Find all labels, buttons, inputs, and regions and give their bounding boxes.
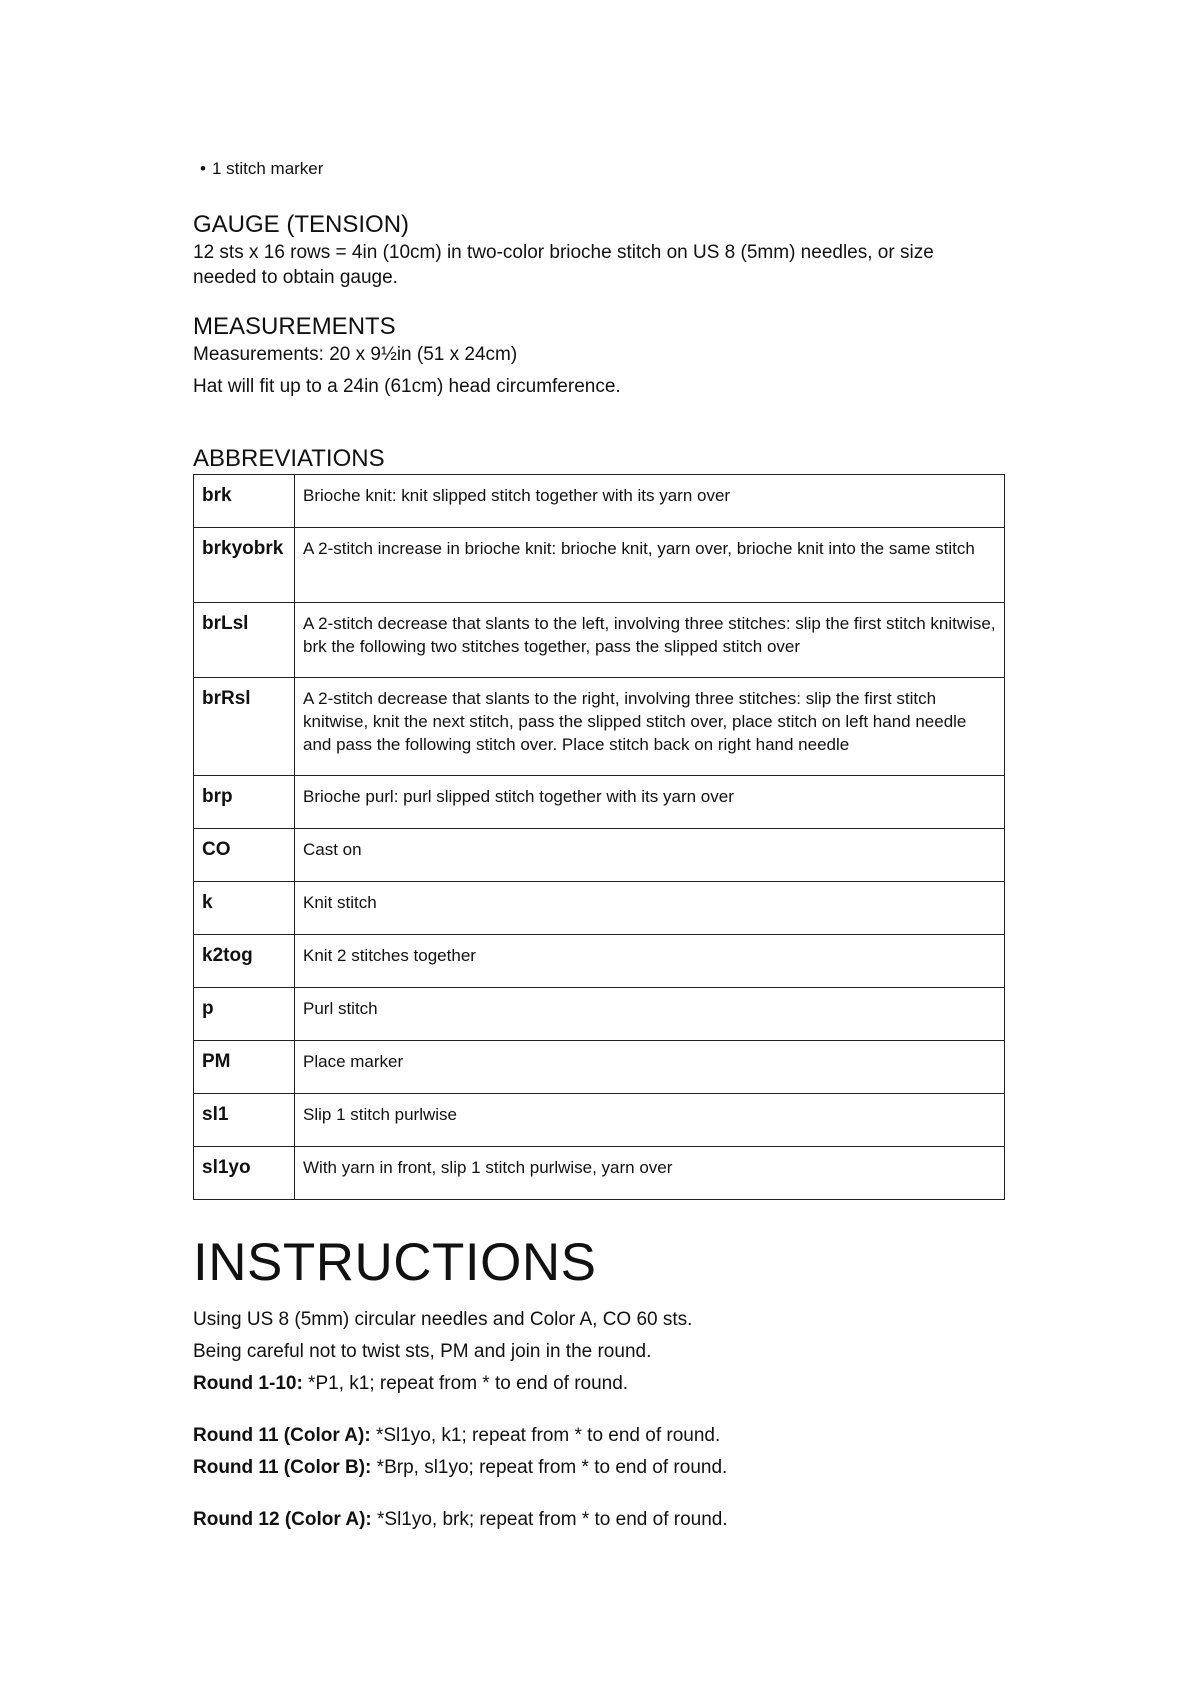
table-row	[194, 1147, 1005, 1200]
round-text: *Brp, sl1yo; repeat from * to end of round.	[371, 1457, 728, 1478]
bullet-icon: •	[200, 159, 206, 178]
abbr-term: brk	[194, 475, 295, 528]
table-row	[194, 1041, 1005, 1094]
abbr-definition: Cast on	[295, 829, 1005, 882]
abbr-definition: A 2-stitch increase in brioche knit: brioche knit, yarn over, brioche knit into the same stitch	[295, 528, 1005, 603]
abbr-definition: With yarn in front, slip 1 stitch purlwise, yarn over	[295, 1147, 1005, 1200]
round-text: *P1, k1; repeat from * to end of round.	[302, 1373, 629, 1394]
abbr-term: brkyobrk	[194, 528, 295, 603]
abbr-definition: Brioche knit: knit slipped stitch together with its yarn over	[295, 475, 1005, 528]
table-row	[194, 528, 1005, 603]
round-label: Round 11 (Color A):	[193, 1425, 371, 1446]
abbr-term: k	[194, 882, 295, 935]
abbr-term: CO	[194, 829, 295, 882]
abbr-term: sl1	[194, 1094, 295, 1147]
abbr-term: PM	[194, 1041, 295, 1094]
instructions-setup-line: Using US 8 (5mm) circular needles and Color A, CO 60 sts.	[193, 1309, 693, 1330]
round-instruction	[193, 1373, 628, 1395]
abbr-definition: Brioche purl: purl slipped stitch together with its yarn over	[295, 776, 1005, 829]
measurements-fit: Hat will fit up to a 24in (61cm) head circumference.	[193, 376, 621, 397]
round-text: *Sl1yo, brk; repeat from * to end of round.	[371, 1509, 728, 1530]
abbr-definition: Knit 2 stitches together	[295, 935, 1005, 988]
round-text: *Sl1yo, k1; repeat from * to end of round.	[370, 1425, 721, 1446]
abbr-term: sl1yo	[194, 1147, 295, 1200]
abbr-term: brLsl	[194, 603, 295, 678]
table-row	[194, 475, 1005, 528]
measurements-heading: MEASUREMENTS	[193, 313, 396, 340]
abbr-term: brp	[194, 776, 295, 829]
round-label: Round 12 (Color A):	[193, 1509, 372, 1530]
gauge-heading: GAUGE (TENSION)	[193, 211, 410, 238]
round-instruction	[193, 1457, 727, 1479]
round-instruction	[193, 1425, 720, 1447]
abbr-definition: Knit stitch	[295, 882, 1005, 935]
table-row	[194, 882, 1005, 935]
abbr-definition: A 2-stitch decrease that slants to the right, involving three stitches: slip the first stitch knitwise, knit the next stitch, pass the slipped stitch over, place stitch on left hand needle and pass the following stitch over. Place stitch back on right hand needle	[295, 678, 1005, 776]
measurements-size: Measurements: 20 x 9½in (51 x 24cm)	[193, 344, 518, 365]
abbr-definition: A 2-stitch decrease that slants to the left, involving three stitches: slip the first stitch knitwise, brk the following two stitches together, pass the slipped stitch over	[295, 603, 1005, 678]
table-row	[194, 829, 1005, 882]
abbr-term: brRsl	[194, 678, 295, 776]
materials-item-text: 1 stitch marker	[211, 159, 324, 178]
abbreviations-table	[193, 474, 1005, 1200]
table-row	[194, 603, 1005, 678]
table-row	[194, 776, 1005, 829]
table-row	[194, 678, 1005, 776]
gauge-text: 12 sts x 16 rows = 4in (10cm) in two-color brioche stitch on US 8 (5mm) needles, or size needed to obtain gauge.	[193, 242, 934, 288]
round-label: Round 1-10:	[193, 1373, 303, 1394]
abbr-term: k2tog	[194, 935, 295, 988]
table-row	[194, 988, 1005, 1041]
abbr-term: p	[194, 988, 295, 1041]
table-row	[194, 1094, 1005, 1147]
table-row	[194, 935, 1005, 988]
abbr-definition: Purl stitch	[295, 988, 1005, 1041]
abbreviations-heading: ABBREVIATIONS	[193, 445, 385, 472]
abbr-definition: Place marker	[295, 1041, 1005, 1094]
round-instruction	[193, 1509, 728, 1531]
materials-item	[200, 159, 323, 179]
instructions-heading: INSTRUCTIONS	[193, 1233, 597, 1292]
instructions-join-line: Being careful not to twist sts, PM and join in the round.	[193, 1341, 652, 1362]
round-label: Round 11 (Color B):	[193, 1457, 372, 1478]
abbr-definition: Slip 1 stitch purlwise	[295, 1094, 1005, 1147]
